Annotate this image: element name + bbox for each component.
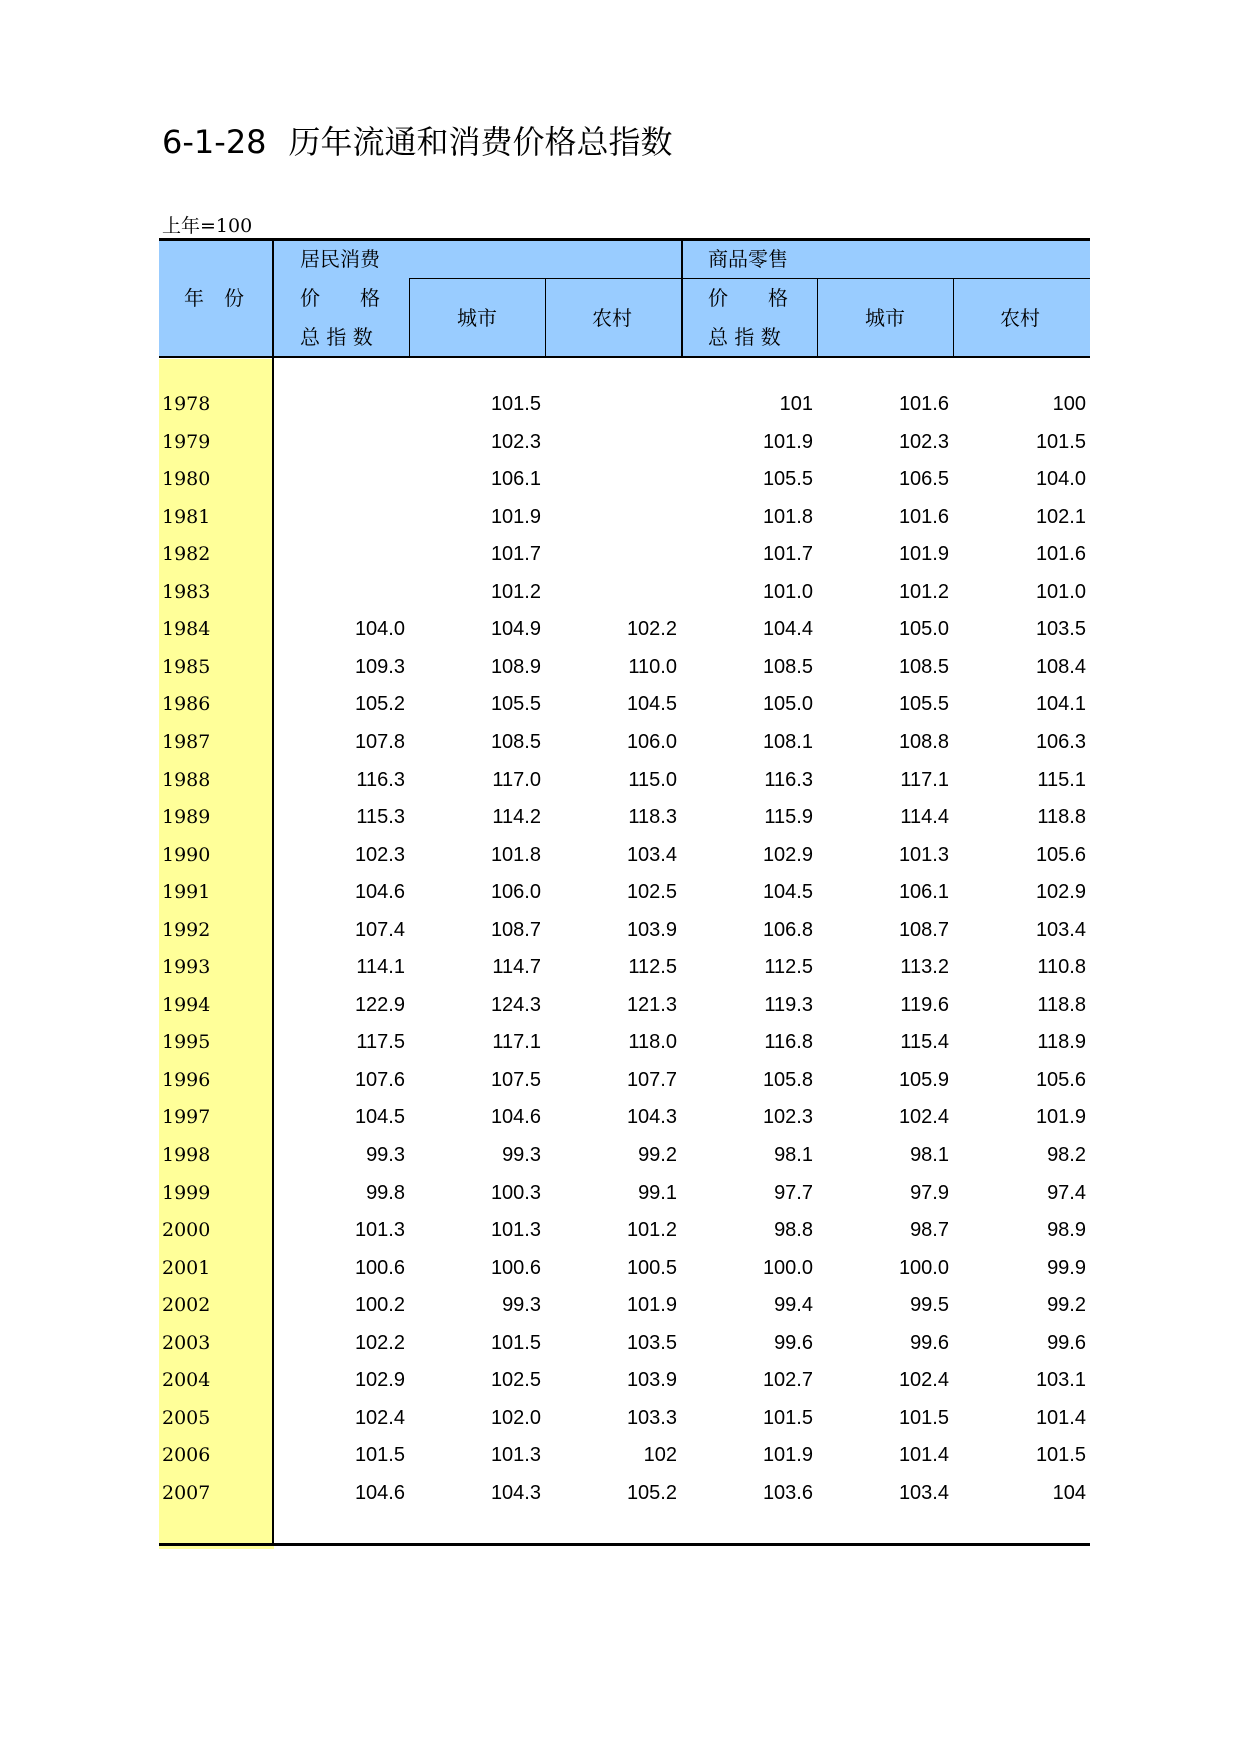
- table-row: [0, 949, 1240, 987]
- resident-total-cell: 114.1: [356, 956, 405, 979]
- year-cell: 1986: [162, 693, 211, 716]
- resident-rural-cell: 100.5: [626, 1256, 677, 1279]
- year-cell: 1985: [162, 655, 211, 678]
- retail-rural-cell: 100: [1052, 393, 1086, 415]
- table-row: [0, 1024, 1240, 1062]
- retail-rural-cell: 97.4: [1047, 1181, 1086, 1204]
- resident-total-cell: 99.8: [366, 1181, 405, 1204]
- retail-rural-cell: 101.5: [1035, 430, 1086, 453]
- retail-rural-cell: 105.6: [1035, 843, 1086, 866]
- resident-total-cell: 104.0: [354, 618, 405, 641]
- resident-city-cell: 124.3: [490, 993, 541, 1016]
- header-resident-city: 城市: [457, 306, 497, 330]
- year-cell: 1981: [162, 505, 211, 528]
- resident-total-cell: 104.6: [354, 1481, 405, 1504]
- table-row: [0, 649, 1240, 687]
- retail-city-cell: 106.1: [898, 881, 949, 904]
- table-row: [0, 1250, 1240, 1288]
- header-retail-index-line2: 总 指 数: [708, 325, 781, 349]
- table-row: [0, 762, 1240, 800]
- resident-city-cell: 114.7: [492, 956, 541, 979]
- retail-total-cell: 116.3: [764, 768, 813, 791]
- retail-total-cell: 101.9: [762, 430, 813, 453]
- retail-rural-cell: 103.1: [1035, 1369, 1086, 1392]
- retail-total-cell: 104.4: [762, 618, 813, 641]
- resident-city-cell: 101.7: [490, 543, 541, 566]
- retail-total-cell: 100.0: [762, 1256, 813, 1279]
- retail-rural-cell: 104: [1052, 1481, 1086, 1504]
- retail-rural-cell: 101.0: [1035, 580, 1086, 603]
- retail-total-cell: 98.8: [774, 1219, 813, 1242]
- resident-total-cell: 102.9: [354, 1369, 405, 1392]
- table-row: [0, 837, 1240, 875]
- year-cell: 2007: [162, 1481, 211, 1504]
- retail-total-cell: 98.1: [774, 1144, 813, 1166]
- retail-city-cell: 101.3: [898, 843, 949, 866]
- resident-total-cell: 109.3: [354, 655, 405, 678]
- resident-total-cell: 101.3: [354, 1219, 405, 1242]
- retail-city-cell: 102.4: [898, 1369, 949, 1392]
- retail-city-cell: 105.0: [898, 618, 949, 641]
- retail-city-cell: 119.6: [900, 993, 949, 1016]
- year-cell: 1982: [162, 543, 211, 566]
- retail-city-cell: 103.4: [898, 1481, 949, 1504]
- resident-total-cell: 107.8: [354, 730, 405, 753]
- header-resident: 居民消费: [300, 247, 380, 271]
- resident-total-cell: 122.9: [354, 993, 405, 1016]
- table-row: [0, 1212, 1240, 1250]
- table-row: [0, 799, 1240, 837]
- resident-rural-cell: 101.9: [626, 1294, 677, 1317]
- resident-city-cell: 102.5: [490, 1369, 541, 1392]
- table-row: [0, 1062, 1240, 1100]
- table-row: [0, 987, 1240, 1025]
- year-cell: 2004: [162, 1369, 211, 1392]
- retail-total-cell: 105.8: [762, 1068, 813, 1091]
- resident-rural-cell: 104.3: [626, 1106, 677, 1129]
- resident-city-cell: 101.3: [490, 1444, 541, 1467]
- retail-rural-cell: 104.0: [1035, 468, 1086, 491]
- retail-rural-cell: 99.6: [1047, 1331, 1086, 1354]
- retail-city-cell: 102.4: [898, 1106, 949, 1129]
- retail-total-cell: 108.1: [762, 730, 813, 753]
- retail-rural-cell: 98.2: [1047, 1144, 1086, 1166]
- resident-rural-cell: 104.5: [626, 693, 677, 716]
- resident-rural-cell: 103.9: [626, 918, 677, 941]
- resident-rural-cell: 110.0: [628, 655, 677, 678]
- group-divider: [681, 240, 683, 358]
- retail-city-cell: 114.4: [900, 806, 949, 829]
- retail-city-cell: 108.7: [898, 918, 949, 941]
- retail-total-cell: 101.0: [762, 580, 813, 603]
- table-row: [0, 1287, 1240, 1325]
- resident-city-cell: 101.5: [490, 1331, 541, 1354]
- retail-total-cell: 112.5: [764, 956, 813, 979]
- header-year: 年 份: [184, 286, 244, 310]
- retail-rural-cell: 102.1: [1035, 505, 1086, 528]
- resident-total-cell: 116.3: [356, 768, 405, 791]
- resident-city-cell: 102.3: [490, 430, 541, 453]
- table-row: [0, 1437, 1240, 1475]
- year-cell: 1991: [162, 881, 211, 904]
- year-cell: 1993: [162, 956, 211, 979]
- resident-city-cell: 106.0: [490, 881, 541, 904]
- retail-rural-cell: 108.4: [1035, 655, 1086, 678]
- header-sub-border: [409, 278, 1090, 279]
- resident-city-cell: 99.3: [502, 1144, 541, 1166]
- table-row: [0, 386, 1240, 424]
- table-row: [0, 574, 1240, 612]
- header-retail-city: 城市: [865, 306, 905, 330]
- retail-city-cell: 101.5: [898, 1406, 949, 1429]
- resident-total-cell: 115.3: [356, 806, 405, 829]
- resident-city-cell: 107.5: [490, 1068, 541, 1091]
- resident-city-cell: 117.1: [492, 1031, 541, 1054]
- retail-total-cell: 104.5: [762, 881, 813, 904]
- year-cell: 1990: [162, 843, 211, 866]
- retail-city-cell: 101.2: [898, 580, 949, 603]
- retail-rural-cell: 102.9: [1035, 881, 1086, 904]
- retail-city-cell: 113.2: [900, 956, 949, 979]
- table-code: 6-1-28: [162, 123, 267, 161]
- resident-rural-cell: 118.3: [628, 806, 677, 829]
- retail-rural-cell: 103.5: [1035, 618, 1086, 641]
- year-cell: 2006: [162, 1444, 211, 1467]
- year-cell: 1992: [162, 918, 211, 941]
- resident-city-cell: 99.3: [502, 1294, 541, 1317]
- resident-rural-cell: 115.0: [628, 768, 677, 791]
- retail-rural-cell: 99.9: [1047, 1256, 1086, 1279]
- retail-city-cell: 100.0: [898, 1256, 949, 1279]
- resident-total-cell: 99.3: [366, 1144, 405, 1166]
- resident-city-cell: 108.9: [490, 655, 541, 678]
- retail-total-cell: 105.0: [762, 693, 813, 716]
- resident-total-cell: 104.5: [354, 1106, 405, 1129]
- resident-rural-cell: 118.0: [628, 1031, 677, 1054]
- retail-city-cell: 105.5: [898, 693, 949, 716]
- table-row: [0, 536, 1240, 574]
- resident-rural-cell: 103.4: [626, 843, 677, 866]
- retail-total-cell: 119.3: [764, 993, 813, 1016]
- resident-total-cell: 107.4: [354, 918, 405, 941]
- resident-total-cell: 102.4: [354, 1406, 405, 1429]
- resident-city-cell: 104.6: [490, 1106, 541, 1129]
- table-row: [0, 424, 1240, 462]
- resident-city-cell: 101.8: [490, 843, 541, 866]
- retail-total-cell: 115.9: [764, 806, 813, 829]
- resident-total-cell: 100.6: [354, 1256, 405, 1279]
- year-cell: 2001: [162, 1256, 211, 1279]
- resident-rural-cell: 99.1: [638, 1181, 677, 1204]
- retail-city-cell: 97.9: [910, 1181, 949, 1204]
- retail-total-cell: 99.4: [774, 1294, 813, 1317]
- resident-rural-cell: 101.2: [626, 1219, 677, 1242]
- year-cell: 1998: [162, 1144, 211, 1166]
- resident-total-cell: 100.2: [354, 1294, 405, 1317]
- retail-rural-cell: 110.8: [1037, 956, 1086, 979]
- col-divider-2: [545, 278, 546, 358]
- table-bottom-border: [159, 1543, 1090, 1546]
- retail-rural-cell: 101.4: [1035, 1406, 1086, 1429]
- resident-total-cell: 105.2: [354, 693, 405, 716]
- table-row: [0, 912, 1240, 950]
- year-cell: 2003: [162, 1331, 211, 1354]
- header-resident-index-line1: 价 格: [300, 286, 380, 310]
- resident-city-cell: 105.5: [490, 693, 541, 716]
- resident-city-cell: 117.0: [492, 768, 541, 791]
- resident-city-cell: 106.1: [490, 468, 541, 491]
- retail-rural-cell: 115.1: [1037, 768, 1086, 791]
- retail-rural-cell: 101.5: [1035, 1444, 1086, 1467]
- resident-rural-cell: 102.5: [626, 881, 677, 904]
- retail-total-cell: 101.5: [762, 1406, 813, 1429]
- resident-city-cell: 101.9: [490, 505, 541, 528]
- retail-city-cell: 106.5: [898, 468, 949, 491]
- resident-rural-cell: 103.3: [626, 1406, 677, 1429]
- unit-note: 上年=100: [162, 215, 253, 237]
- year-cell: 1997: [162, 1106, 211, 1129]
- resident-city-cell: 100.3: [490, 1181, 541, 1204]
- year-cell: 1989: [162, 806, 211, 829]
- year-cell: 1980: [162, 468, 211, 491]
- year-cell: 1995: [162, 1031, 211, 1054]
- retail-rural-cell: 105.6: [1035, 1068, 1086, 1091]
- retail-total-cell: 97.7: [774, 1181, 813, 1204]
- retail-rural-cell: 104.1: [1035, 693, 1086, 716]
- resident-city-cell: 101.3: [490, 1219, 541, 1242]
- resident-city-cell: 114.2: [492, 806, 541, 829]
- resident-city-cell: 104.3: [490, 1481, 541, 1504]
- resident-city-cell: 108.7: [490, 918, 541, 941]
- retail-rural-cell: 101.9: [1035, 1106, 1086, 1129]
- retail-total-cell: 101.8: [762, 505, 813, 528]
- table-row: [0, 1099, 1240, 1137]
- year-cell: 2002: [162, 1294, 211, 1317]
- retail-rural-cell: 118.8: [1037, 806, 1086, 829]
- col-divider-4: [953, 278, 954, 358]
- retail-city-cell: 101.9: [898, 543, 949, 566]
- resident-rural-cell: 102.2: [626, 618, 677, 641]
- retail-total-cell: 101: [779, 393, 813, 415]
- retail-total-cell: 108.5: [762, 655, 813, 678]
- resident-total-cell: 102.2: [354, 1331, 405, 1354]
- resident-rural-cell: 106.0: [626, 730, 677, 753]
- resident-rural-cell: 103.5: [626, 1331, 677, 1354]
- table-row: [0, 1137, 1240, 1175]
- year-cell: 1978: [162, 393, 211, 415]
- retail-rural-cell: 118.9: [1037, 1031, 1086, 1054]
- resident-total-cell: 107.6: [354, 1068, 405, 1091]
- retail-rural-cell: 101.6: [1035, 543, 1086, 566]
- table-row: [0, 611, 1240, 649]
- retail-city-cell: 99.5: [910, 1294, 949, 1317]
- retail-total-cell: 103.6: [762, 1481, 813, 1504]
- header-resident-index-line2: 总 指 数: [300, 325, 373, 349]
- retail-rural-cell: 99.2: [1047, 1294, 1086, 1317]
- header-bottom-border: [159, 356, 1090, 358]
- table-row: [0, 874, 1240, 912]
- col-divider-1: [409, 278, 410, 358]
- retail-city-cell: 98.7: [910, 1219, 949, 1242]
- resident-city-cell: 101.2: [490, 580, 541, 603]
- table-row: [0, 1400, 1240, 1438]
- retail-total-cell: 106.8: [762, 918, 813, 941]
- retail-rural-cell: 98.9: [1047, 1219, 1086, 1242]
- resident-total-cell: 101.5: [354, 1444, 405, 1467]
- resident-rural-cell: 112.5: [628, 956, 677, 979]
- header-resident-rural: 农村: [592, 306, 632, 330]
- retail-total-cell: 105.5: [762, 468, 813, 491]
- resident-total-cell: 117.5: [356, 1031, 405, 1054]
- retail-rural-cell: 103.4: [1035, 918, 1086, 941]
- retail-total-cell: 102.7: [762, 1369, 813, 1392]
- retail-city-cell: 102.3: [898, 430, 949, 453]
- col-divider-3: [817, 278, 818, 358]
- header-retail: 商品零售: [708, 247, 788, 271]
- resident-rural-cell: 103.9: [626, 1369, 677, 1392]
- year-cell: 1984: [162, 618, 211, 641]
- table-row: [0, 1175, 1240, 1213]
- retail-city-cell: 117.1: [900, 768, 949, 791]
- retail-city-cell: 105.9: [898, 1068, 949, 1091]
- table-title: 历年流通和消费价格总指数: [288, 123, 673, 161]
- table-row: [0, 1475, 1240, 1513]
- retail-total-cell: 102.3: [762, 1106, 813, 1129]
- resident-city-cell: 101.5: [490, 393, 541, 415]
- header-retail-index-line1: 价 格: [708, 286, 788, 310]
- retail-city-cell: 98.1: [910, 1144, 949, 1166]
- retail-total-cell: 101.9: [762, 1444, 813, 1467]
- retail-city-cell: 99.6: [910, 1331, 949, 1354]
- table-row: [0, 686, 1240, 724]
- resident-city-cell: 100.6: [490, 1256, 541, 1279]
- resident-city-cell: 104.9: [490, 618, 541, 641]
- resident-rural-cell: 107.7: [626, 1068, 677, 1091]
- year-cell: 1979: [162, 430, 211, 453]
- resident-city-cell: 102.0: [490, 1406, 541, 1429]
- year-cell: 1983: [162, 580, 211, 603]
- header-background: [159, 240, 1090, 357]
- retail-total-cell: 102.9: [762, 843, 813, 866]
- year-cell: 1988: [162, 768, 211, 791]
- header-retail-rural: 农村: [1000, 306, 1040, 330]
- resident-total-cell: 104.6: [354, 881, 405, 904]
- retail-city-cell: 108.8: [898, 730, 949, 753]
- retail-city-cell: 101.4: [898, 1444, 949, 1467]
- table-top-border: [159, 238, 1090, 241]
- year-cell: 2000: [162, 1219, 211, 1242]
- year-cell: 1996: [162, 1068, 211, 1091]
- retail-city-cell: 101.6: [898, 505, 949, 528]
- page-title: [162, 120, 673, 164]
- retail-rural-cell: 118.8: [1037, 993, 1086, 1016]
- table-row: [0, 461, 1240, 499]
- resident-rural-cell: 121.3: [626, 993, 677, 1016]
- retail-total-cell: 116.8: [764, 1031, 813, 1054]
- resident-city-cell: 108.5: [490, 730, 541, 753]
- resident-rural-cell: 99.2: [638, 1144, 677, 1166]
- resident-rural-cell: 105.2: [626, 1481, 677, 1504]
- retail-city-cell: 101.6: [898, 393, 949, 415]
- year-cell: 1987: [162, 730, 211, 753]
- resident-rural-cell: 102: [643, 1444, 677, 1467]
- table-row: [0, 499, 1240, 537]
- table-row: [0, 724, 1240, 762]
- retail-city-cell: 115.4: [900, 1031, 949, 1054]
- retail-rural-cell: 106.3: [1035, 730, 1086, 753]
- resident-total-cell: 102.3: [354, 843, 405, 866]
- retail-total-cell: 99.6: [774, 1331, 813, 1354]
- year-cell: 1999: [162, 1181, 211, 1204]
- year-cell: 1994: [162, 993, 211, 1016]
- retail-total-cell: 101.7: [762, 543, 813, 566]
- retail-city-cell: 108.5: [898, 655, 949, 678]
- year-cell: 2005: [162, 1406, 211, 1429]
- table-row: [0, 1362, 1240, 1400]
- table-row: [0, 1325, 1240, 1363]
